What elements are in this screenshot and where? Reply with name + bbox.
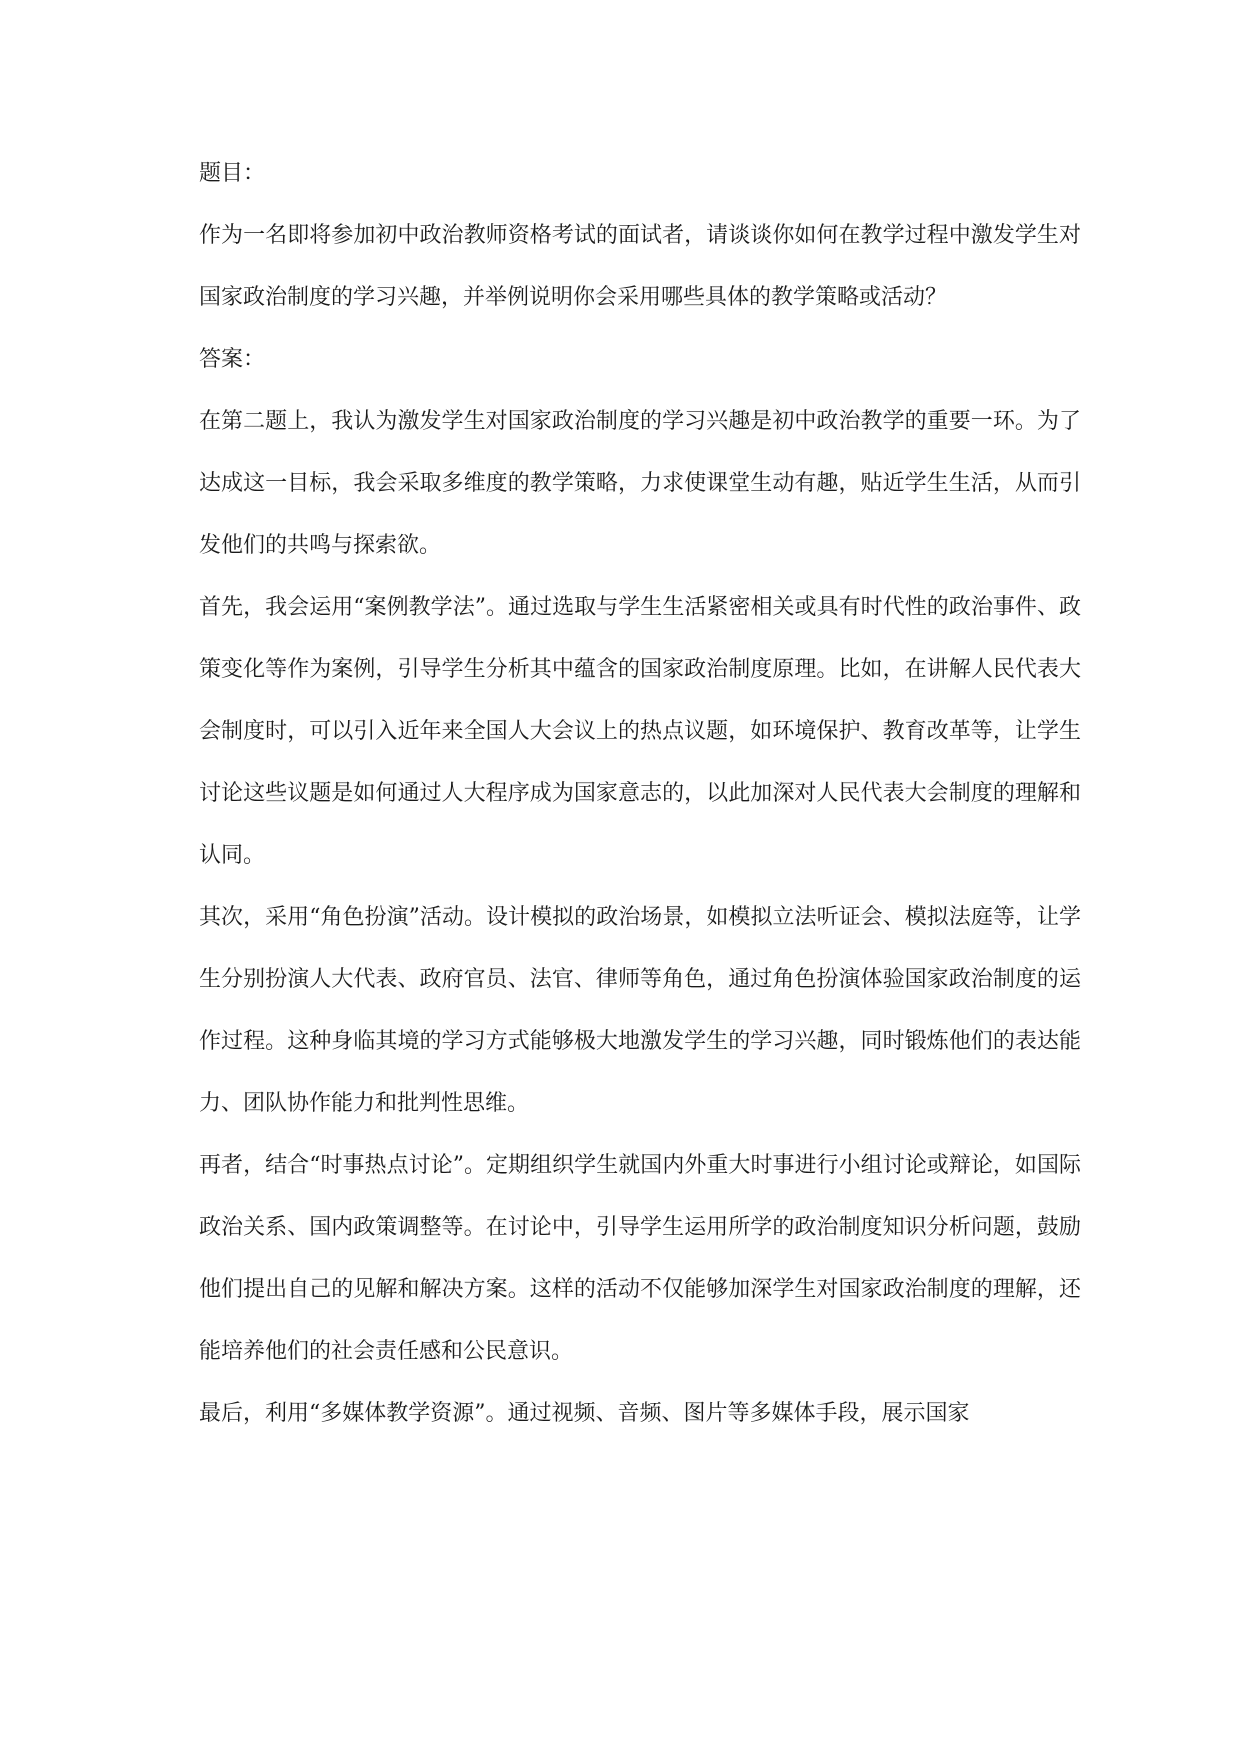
answer-paragraph-role-play: 其次，采用“角色扮演”活动。设计模拟的政治场景，如模拟立法听证会、模拟法庭等，让学生分别扮演人大代表、政府官员、法官、律师等角色，通过角色扮演体验国家政治制度的运作过程。这种身临其境的学习方式能够极大地激发学生的学习兴趣，同时锻炼他们的表达能力、团队协作能力和批判性思维。 bbox=[199, 905, 1081, 1116]
question-text: 作为一名即将参加初中政治教师资格考试的面试者，请谈谈你如何在教学过程中激发学生对国家政治制度的学习兴趣，并举例说明你会采用哪些具体的教学策略或活动？ bbox=[199, 223, 1081, 310]
answer-paragraph-multimedia: 最后，利用“多媒体教学资源”。通过视频、音频、图片等多媒体手段，展示国家 bbox=[199, 1401, 970, 1426]
answer-paragraph-intro: 在第二题上，我认为激发学生对国家政治制度的学习兴趣是初中政治教学的重要一环。为了达成这一目标，我会采取多维度的教学策略，力求使课堂生动有趣，贴近学生生活，从而引发他们的共鸣与探索欲。 bbox=[199, 409, 1081, 558]
answer-paragraph-case-teaching: 首先，我会运用“案例教学法”。通过选取与学生生活紧密相关或具有时代性的政治事件、政策变化等作为案例，引导学生分析其中蕴含的国家政治制度原理。比如，在讲解人民代表大会制度时，可以引入近年来全国人大会议上的热点议题，如环境保护、教育改革等，让学生讨论这些议题是如何通过人大程序成为国家意志的，以此加深对人民代表大会制度的理解和认同。 bbox=[199, 595, 1081, 868]
document-body bbox=[199, 143, 1081, 1445]
answer-paragraph-current-affairs: 再者，结合“时事热点讨论”。定期组织学生就国内外重大时事进行小组讨论或辩论，如国际政治关系、国内政策调整等。在讨论中，引导学生运用所学的政治制度知识分析问题，鼓励他们提出自己的见解和解决方案。这样的活动不仅能够加深学生对国家政治制度的理解，还能培养他们的社会责任感和公民意识。 bbox=[199, 1153, 1081, 1364]
question-label: 题目： bbox=[199, 161, 266, 186]
answer-label: 答案： bbox=[199, 347, 266, 372]
